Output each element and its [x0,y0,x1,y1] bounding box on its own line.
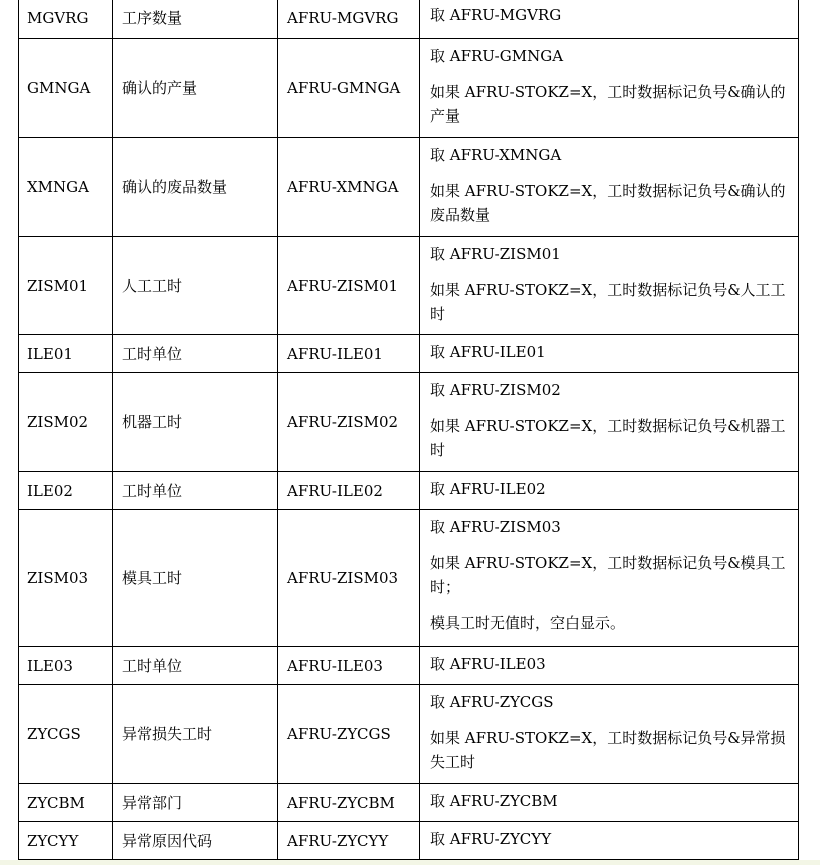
field-code-cell: ILE02 [19,472,113,510]
logic-line: 如果 AFRU-STOKZ=X，工时数据标记负号&人工工时 [430,281,786,323]
source-field-cell: AFRU-GMNGA [278,39,420,138]
source-field-cell: AFRU-MGVRG [278,0,420,39]
source-field-cell: AFRU-ILE01 [278,335,420,373]
table-row [19,373,799,472]
source-field-cell: AFRU-ZYCBM [278,784,420,822]
field-code-cell: ZYCBM [19,784,113,822]
logic-line: 取 AFRU-ZYCYY [430,830,552,848]
logic-line: 取 AFRU-ZYCBM [430,792,558,810]
field-code-cell: ILE01 [19,335,113,373]
logic-line: 取 AFRU-ZISM03 [430,518,561,536]
field-code-cell: XMNGA [19,138,113,237]
field-code-cell: MGVRG [19,0,113,39]
logic-cell [420,373,799,472]
logic-line: 如果 AFRU-STOKZ=X，工时数据标记负号&机器工时 [430,417,786,459]
logic-cell [420,0,799,39]
source-field-cell: AFRU-ZYCGS [278,685,420,784]
logic-line: 模具工时无值时，空白显示。 [430,614,626,632]
field-description-cell: 工时单位 [113,647,278,685]
field-description-cell: 确认的废品数量 [113,138,278,237]
table-row [19,472,799,510]
logic-cell [420,784,799,822]
source-field-cell: AFRU-ZISM01 [278,237,420,335]
table-row [19,647,799,685]
field-mapping-table [18,0,799,860]
field-code-cell: ILE03 [19,647,113,685]
field-description-cell: 模具工时 [113,510,278,647]
source-field-cell: AFRU-XMNGA [278,138,420,237]
table-row [19,0,799,39]
logic-line: 取 AFRU-XMNGA [430,146,562,164]
field-description-cell: 异常部门 [113,784,278,822]
table-row [19,510,799,647]
logic-cell [420,510,799,647]
logic-cell [420,472,799,510]
source-field-cell: AFRU-ZYCYY [278,822,420,860]
source-field-cell: AFRU-ZISM03 [278,510,420,647]
table-row [19,335,799,373]
field-code-cell: GMNGA [19,39,113,138]
logic-cell [420,685,799,784]
logic-cell [420,237,799,335]
field-description-cell: 机器工时 [113,373,278,472]
source-field-cell: AFRU-ZISM02 [278,373,420,472]
logic-line: 取 AFRU-ILE01 [430,343,546,361]
field-code-cell: ZYCYY [19,822,113,860]
logic-cell [420,647,799,685]
logic-line: 如果 AFRU-STOKZ=X，工时数据标记负号&异常损失工时 [430,729,786,771]
field-code-cell: ZISM02 [19,373,113,472]
field-description-cell: 异常损失工时 [113,685,278,784]
field-description-cell: 工时单位 [113,335,278,373]
field-code-cell: ZISM03 [19,510,113,647]
logic-cell [420,335,799,373]
logic-line: 取 AFRU-GMNGA [430,47,564,65]
page-bottom-strip [0,860,820,865]
field-description-cell: 确认的产量 [113,39,278,138]
table-row [19,685,799,784]
table-row [19,39,799,138]
table-row [19,237,799,335]
logic-line: 取 AFRU-ZYCGS [430,693,554,711]
table-row [19,138,799,237]
field-description-cell: 工时单位 [113,472,278,510]
source-field-cell: AFRU-ILE03 [278,647,420,685]
field-description-cell: 人工工时 [113,237,278,335]
field-code-cell: ZYCGS [19,685,113,784]
logic-line: 如果 AFRU-STOKZ=X，工时数据标记负号&确认的产量 [430,83,786,125]
logic-cell [420,39,799,138]
logic-line: 取 AFRU-ILE03 [430,655,546,673]
table-row [19,784,799,822]
logic-line: 如果 AFRU-STOKZ=X，工时数据标记负号&模具工时； [430,554,786,596]
field-description-cell: 异常原因代码 [113,822,278,860]
table-row [19,822,799,860]
source-field-cell: AFRU-ILE02 [278,472,420,510]
logic-cell [420,822,799,860]
field-description-cell: 工序数量 [113,0,278,39]
logic-line: 取 AFRU-ZISM01 [430,245,561,263]
logic-cell [420,138,799,237]
logic-line: 如果 AFRU-STOKZ=X，工时数据标记负号&确认的废品数量 [430,182,786,224]
logic-line: 取 AFRU-ILE02 [430,480,546,498]
logic-line: 取 AFRU-ZISM02 [430,381,561,399]
field-code-cell: ZISM01 [19,237,113,335]
logic-line: 取 AFRU-MGVRG [430,6,562,24]
table-body [19,0,799,860]
